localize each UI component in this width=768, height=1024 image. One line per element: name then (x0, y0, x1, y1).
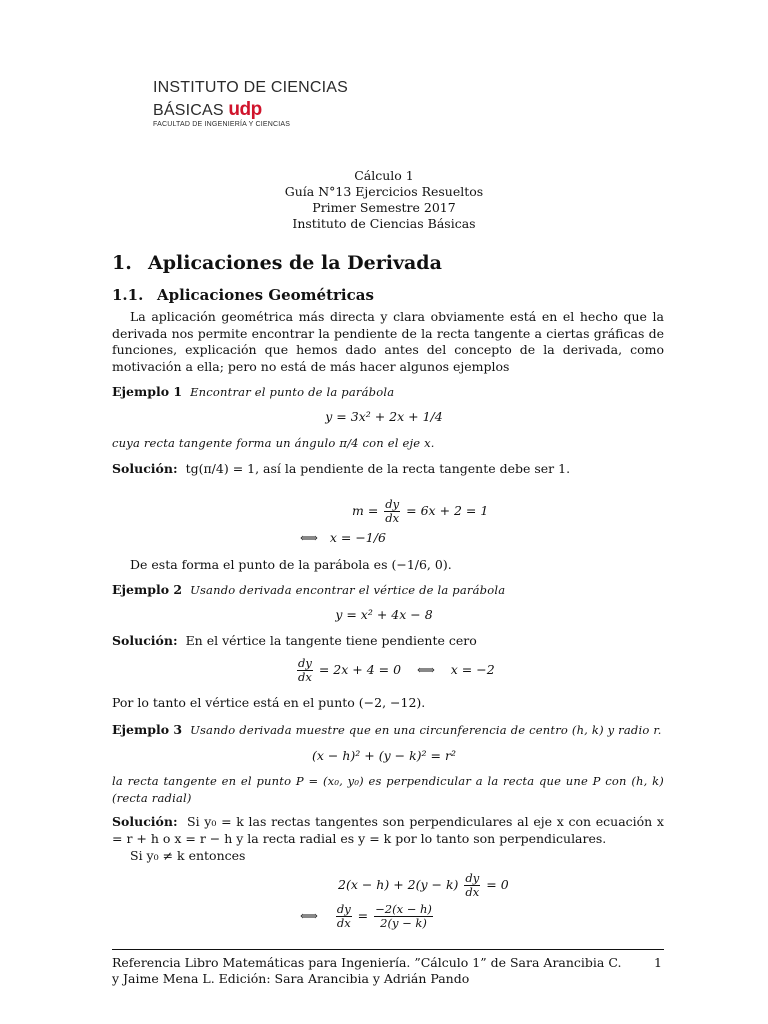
guide-title: Guía N°13 Ejercicios Resueltos (284, 184, 484, 199)
section-title: Aplicaciones de la Derivada (148, 252, 442, 274)
eq-m: m = (352, 503, 379, 518)
solution-1-label: Solución: (112, 461, 178, 476)
frac-numerator: dy (336, 902, 351, 916)
frac-numerator: dy (385, 497, 400, 511)
logo-faculty: FACULTAD DE INGENIERÍA Y CIENCIAS (153, 121, 291, 128)
eq-x: x = −1/6 (329, 530, 386, 545)
subsection-heading (112, 286, 374, 304)
frac-denominator: dx (385, 511, 400, 525)
example-3-text-2: la recta tangente en el punto P = (x₀, y₀) es perpendicular a la recta que une P con (h, k) (recta radial) (112, 774, 664, 805)
example-1-text-2: cuya recta tangente forma un ángulo π/4 con el eje x. (112, 436, 435, 450)
section-number: 1. (112, 252, 132, 274)
example-2-solution (112, 633, 672, 649)
frac-numerator: dy (298, 656, 312, 670)
example-3-equation: (x − h)² + (y − k)² = r² (312, 748, 456, 763)
frac-denominator: dx (298, 670, 312, 684)
dy-dx-fraction (336, 903, 352, 930)
example-3-implicit-equation (338, 872, 509, 899)
course-title: Cálculo 1 (354, 168, 414, 183)
frac-numerator: dy (465, 871, 480, 885)
example-1-solution (112, 461, 672, 477)
iff-symbol: ⟺ (416, 662, 435, 677)
eq-rhs: = 6x + 2 = 1 (406, 503, 489, 518)
example-1-slope-equation (352, 498, 488, 525)
eq-rhs: = 2x + 4 = 0 (318, 662, 402, 677)
eq-x: x = −2 (450, 662, 495, 677)
example-1-x-equation (300, 530, 386, 545)
frac-numerator: −2(x − h) (375, 902, 432, 916)
iff-symbol: ⟺ (300, 908, 318, 923)
intro-paragraph: La aplicación geométrica más directa y clara obviamente está en el hecho que la derivada nos permite encontrar la pendiente de la recta tangente a ciertas gráficas de funciones, explicación que hemos dado antes del concepto de la derivada, como motivación a ella; pero no está de más hacer algunos ejemplos (112, 309, 664, 374)
frac-denominator: dx (465, 885, 480, 899)
eq-rhs: = 0 (486, 877, 509, 892)
iff-symbol: ⟺ (300, 530, 318, 545)
solution-3-text: Si y₀ = k las rectas tangentes son perpendiculares al eje x con ecuación x = r + h o x = r − h y la recta radial es y = k por lo tanto son perpendiculares. (112, 814, 664, 846)
example-1-conclusion: De esta forma el punto de la parábola es (−1/6, 0). (130, 557, 452, 572)
solution-1-text: tg(π/4) = 1, así la pendiente de la recta tangente debe ser 1. (185, 461, 571, 476)
example-3-derivative-equation (300, 903, 435, 930)
institute-name: Instituto de Ciencias Básicas (292, 216, 476, 231)
example-2-derivative-equation (295, 657, 495, 684)
footer-rule (112, 949, 664, 950)
example-1-statement (112, 384, 672, 400)
solution-3-label: Solución: (112, 814, 178, 829)
example-2-text: Usando derivada encontrar el vértice de la parábola (190, 583, 506, 597)
footer-line-2: y Jaime Mena L. Edición: Sara Arancibia y Adrián Pando (112, 971, 470, 986)
example-1-label: Ejemplo 1 (112, 384, 183, 399)
dy-dx-fraction (384, 498, 400, 525)
example-3-label: Ejemplo 3 (112, 722, 183, 737)
semester: Primer Semestre 2017 (312, 200, 456, 215)
subsection-title: Aplicaciones Geométricas (157, 286, 374, 304)
solution-2-text: En el vértice la tangente tiene pendiente cero (185, 633, 477, 648)
logo-line-2 (153, 99, 262, 121)
footer-line-1: Referencia Libro Matemáticas para Ingeniería. ”Cálculo 1” de Sara Arancibia C. (112, 955, 622, 970)
example-2-conclusion: Por lo tanto el vértice está en el punto (−2, −12). (112, 695, 426, 710)
example-2-label: Ejemplo 2 (112, 582, 183, 597)
logo-basicas: BÁSICAS (153, 102, 224, 119)
example-3-case: Si y₀ ≠ k entonces (130, 848, 246, 863)
subsection-number: 1.1. (112, 286, 144, 304)
example-3-text: Usando derivada muestre que en una circunferencia de centro (h, k) y radio r. (190, 723, 662, 737)
dy-dx-fraction (464, 872, 480, 899)
page-number: 1 (654, 955, 662, 970)
frac-denominator: dx (336, 916, 351, 930)
frac-denominator: 2(y − k) (380, 916, 427, 930)
title-block (0, 168, 768, 232)
solution-2-label: Solución: (112, 633, 178, 648)
equals-sign: = (357, 908, 369, 923)
example-2-statement (112, 582, 672, 598)
example-3-statement (112, 722, 672, 738)
example-2-equation: y = x² + 4x − 8 (335, 607, 433, 622)
logo-udp-brand: udp (228, 99, 262, 120)
eq-lhs: 2(x − h) + 2(y − k) (338, 877, 459, 892)
dy-dx-fraction (297, 657, 313, 684)
result-fraction (374, 903, 433, 930)
example-1-text: Encontrar el punto de la parábola (190, 385, 395, 399)
example-1-equation: y = 3x² + 2x + 1/4 (325, 409, 443, 424)
logo-line-1: INSTITUTO DE CIENCIAS (153, 79, 349, 96)
example-3-solution (112, 814, 664, 847)
section-heading (112, 252, 442, 274)
